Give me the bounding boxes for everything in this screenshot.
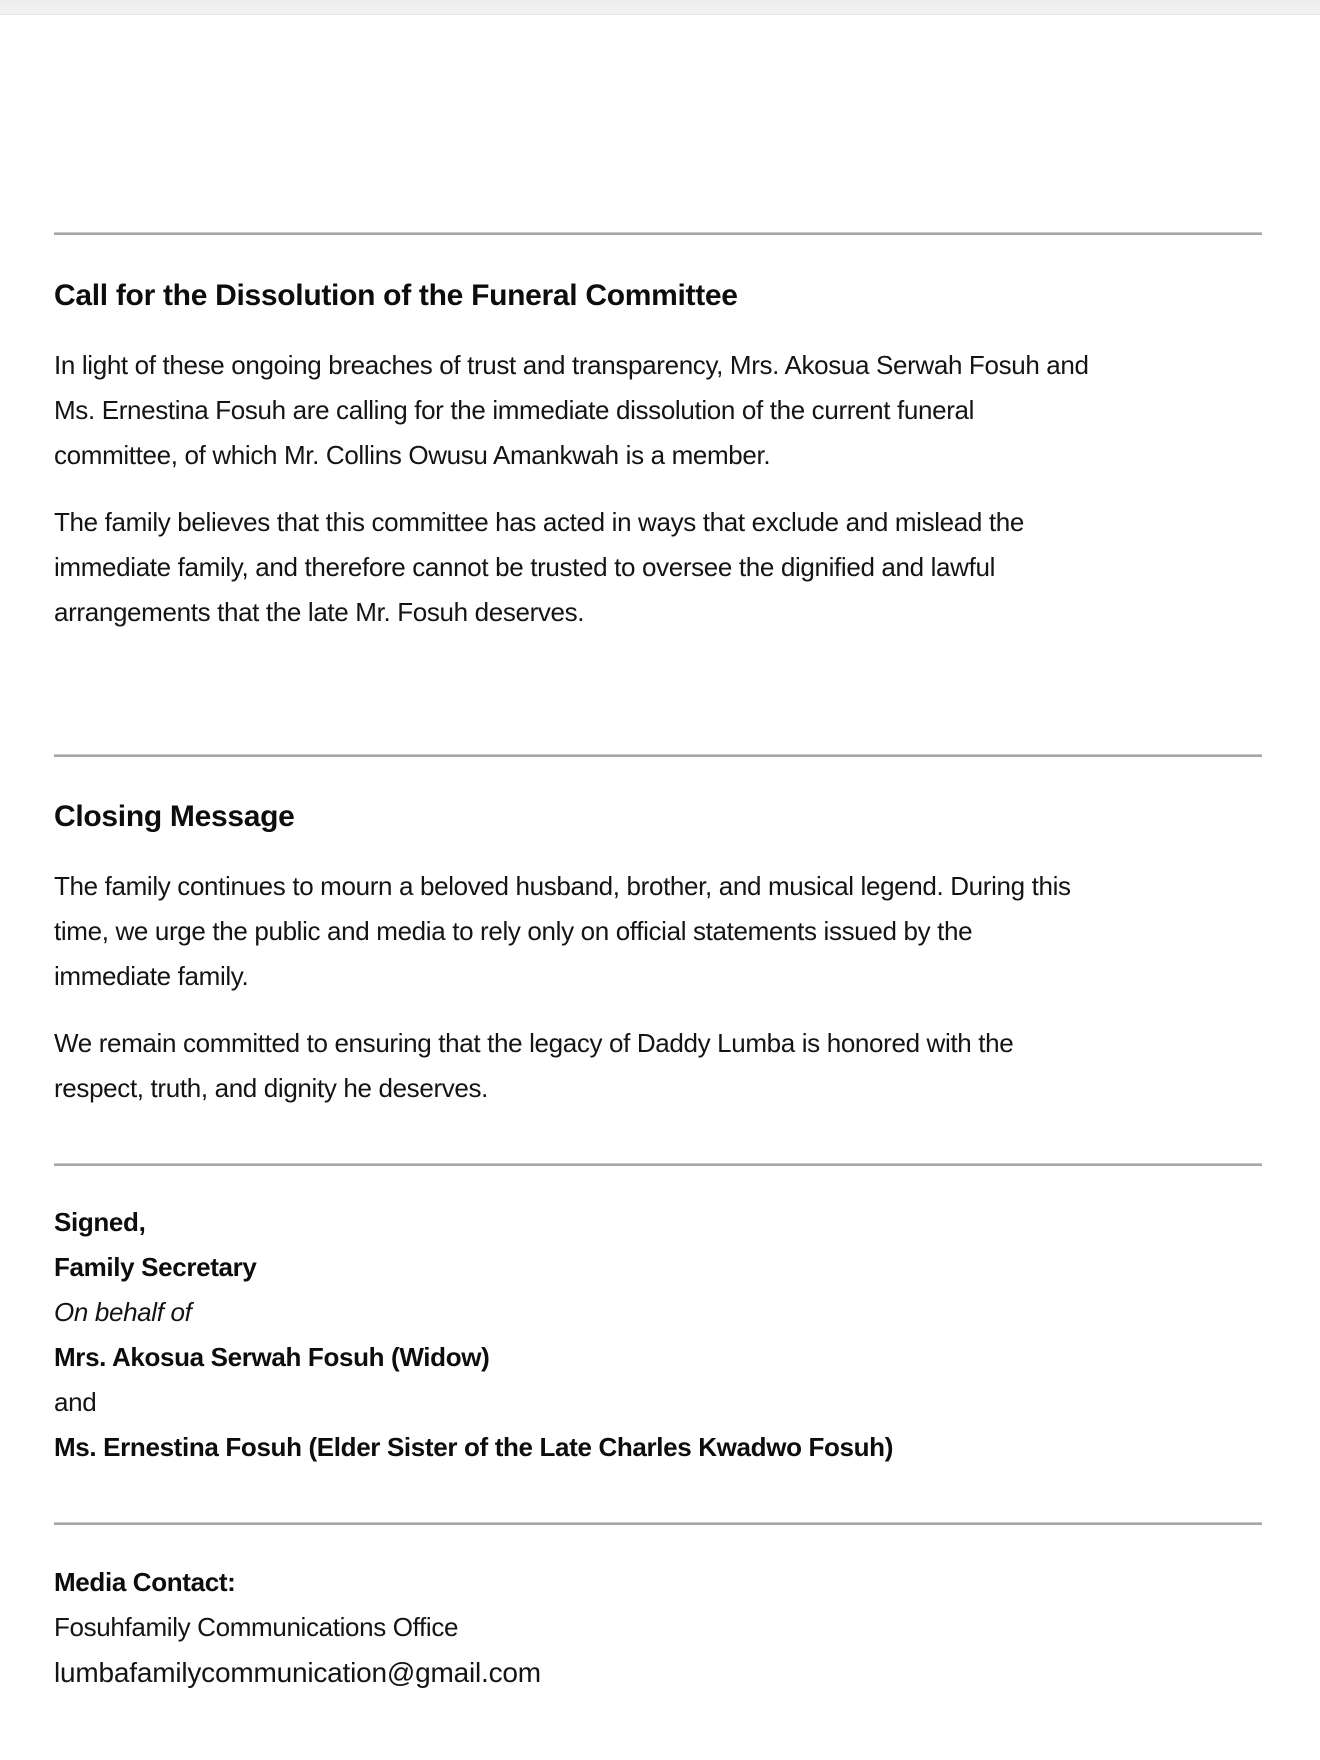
party-widow: Mrs. Akosua Serwah Fosuh (Widow) (54, 1342, 490, 1372)
text-line: arrangements that the late Mr. Fosuh deserves. (54, 597, 585, 627)
text-line: immediate family, and therefore cannot be trusted to oversee the dignified and lawful (54, 552, 995, 582)
text-line: respect, truth, and dignity he deserves. (54, 1073, 489, 1103)
text-line: Ms. Ernestina Fosuh are calling for the immediate dissolution of the current funeral (54, 395, 975, 425)
paragraph (54, 1021, 1262, 1111)
text-line: In light of these ongoing breaches of trust and transparency, Mrs. Akosua Serwah Fosuh and (54, 350, 1089, 380)
signature-block (54, 1200, 1262, 1470)
divider (54, 1522, 1262, 1525)
conjunction: and (54, 1387, 97, 1417)
top-bar (0, 0, 1320, 15)
media-contact-block (54, 1560, 1262, 1695)
section-heading-closing: Closing Message (54, 800, 295, 833)
media-contact-label: Media Contact: (54, 1567, 236, 1597)
on-behalf-label: On behalf of (54, 1297, 192, 1327)
party-sister: Ms. Ernestina Fosuh (Elder Sister of the Late Charles Kwadwo Fosuh) (54, 1432, 894, 1462)
contact-email[interactable]: lumbafamilycommunication@gmail.com (54, 1657, 541, 1688)
section-heading-dissolution: Call for the Dissolution of the Funeral Committee (54, 279, 738, 312)
divider (54, 1163, 1262, 1166)
paragraph (54, 864, 1262, 999)
contact-office: Fosuhfamily Communications Office (54, 1612, 459, 1642)
signed-label: Signed, (54, 1207, 146, 1237)
paragraph (54, 343, 1262, 478)
divider (54, 754, 1262, 757)
text-line: committee, of which Mr. Collins Owusu Amankwah is a member. (54, 440, 771, 470)
text-line: The family believes that this committee has acted in ways that exclude and mislead the (54, 507, 1024, 537)
signatory-title: Family Secretary (54, 1252, 257, 1282)
text-line: We remain committed to ensuring that the legacy of Daddy Lumba is honored with the (54, 1028, 1014, 1058)
text-line: The family continues to mourn a beloved husband, brother, and musical legend. During this (54, 871, 1071, 901)
text-line: immediate family. (54, 961, 249, 991)
paragraph (54, 500, 1262, 635)
text-line: time, we urge the public and media to rely only on official statements issued by the (54, 916, 973, 946)
divider (54, 232, 1262, 235)
